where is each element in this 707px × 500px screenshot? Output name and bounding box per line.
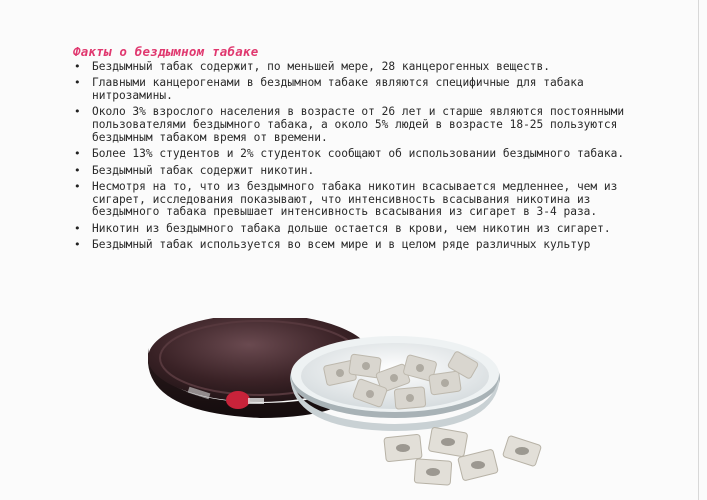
fact-item <box>73 181 633 219</box>
document-title: Факты о бездымном табаке <box>73 44 259 59</box>
fact-item <box>73 61 633 74</box>
fact-text: Бездымный табак содержит, по меньшей мере, 28 канцерогенных веществ. <box>92 60 551 73</box>
bullet-icon: • <box>74 147 81 161</box>
bullet-icon: • <box>74 76 81 90</box>
page-edge-line <box>698 0 699 500</box>
fact-item <box>73 77 633 103</box>
snus-tin-with-pouches-icon <box>140 318 560 488</box>
bullet-icon: • <box>74 105 81 119</box>
fact-item <box>73 223 633 236</box>
fact-item <box>73 148 633 161</box>
fact-text: Бездымный табак используется во всем мире и в целом ряде различных культур <box>92 238 591 252</box>
bullet-icon: • <box>74 60 81 73</box>
facts-list <box>73 61 633 255</box>
fact-text: Несмотря на то, что из бездымного табака никотин всасывается медленнее, чем из сигарет, исследования показывают, что интенсивность всасывания никотина из бездымного табака превышает интенсивность всасывания из сигарет в 3-4 раза. <box>92 179 618 219</box>
bullet-icon: • <box>74 179 81 193</box>
fact-item <box>73 239 633 252</box>
fact-text: Около 3% взрослого населения в возрасте от 26 лет и старше являются постоянными пользователями бездымного табака, а около 5% людей в возрасте 18-25 пользуются бездымным табаком время от времени. <box>92 105 625 144</box>
fact-text: Никотин из бездымного табака дольше остается в крови, чем никотин из сигарет. <box>92 221 611 235</box>
fact-item <box>73 165 633 178</box>
bullet-icon: • <box>74 238 81 252</box>
fact-text: Главными канцерогенами в бездымном табаке являются специфичные для табака нитрозамины. <box>92 76 584 103</box>
fact-text: Более 13% студентов и 2% студенток сообщают об использовании бездымного табака. <box>92 147 625 161</box>
fact-text: Бездымный табак содержит никотин. <box>92 163 315 177</box>
bullet-icon: • <box>74 163 81 177</box>
bullet-icon: • <box>74 221 81 235</box>
fact-item <box>73 106 633 144</box>
